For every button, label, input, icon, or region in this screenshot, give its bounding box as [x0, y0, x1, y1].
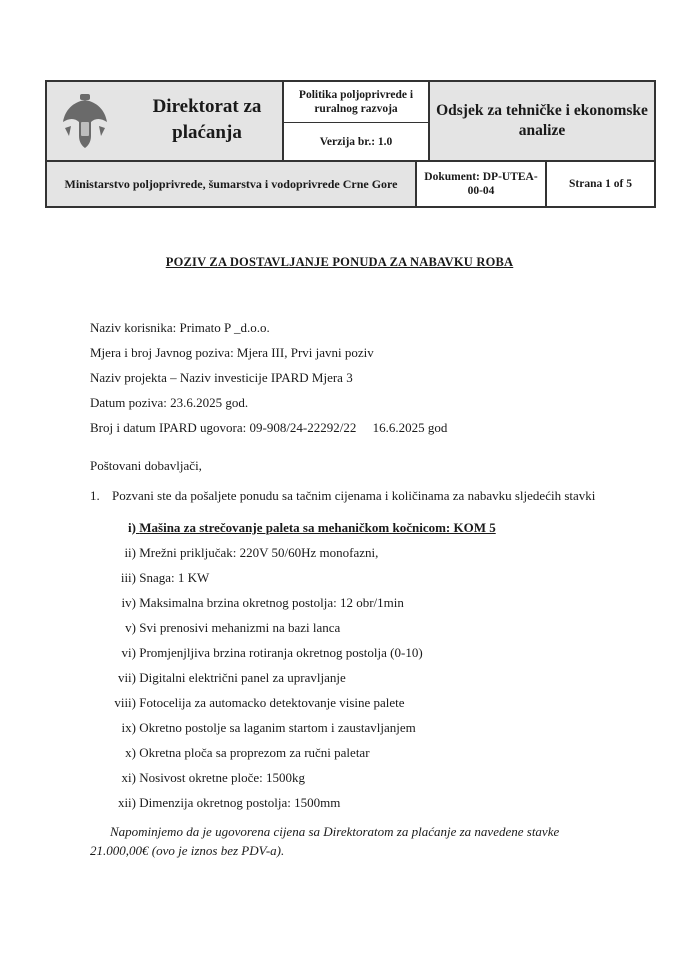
page-number-cell: Strana 1 of 5: [569, 178, 632, 190]
list-item: [102, 745, 370, 761]
intro-number: 1.: [90, 488, 100, 503]
list-item: [102, 545, 378, 561]
item-text: Fotocelija za automacko detektovanje visine palete: [139, 695, 405, 710]
ministry-cell: Ministarstvo poljoprivrede, šumarstva i vodoprivrede Crne Gore: [47, 162, 417, 206]
list-item: [92, 695, 405, 711]
item-text: Okretna ploča sa proprezom za ručni paletar: [139, 745, 370, 760]
measure-line: Mjera i broj Javnog poziva: Mjera III, Prvi javni poziv: [90, 345, 374, 360]
list-item: [102, 770, 305, 786]
intro-text: Pozvani ste da pošaljete ponudu sa tačnim cijenama i količinama za nabavku sljedećih stavki: [112, 488, 596, 503]
list-item: [102, 595, 404, 611]
list-item: [102, 620, 340, 636]
document-title: POZIV ZA DOSTAVLJANJE PONUDA ZA NABAVKU ROBA: [165, 255, 514, 269]
price-note: [90, 822, 625, 860]
item-number: v): [125, 620, 136, 635]
item-text: Mašina za strečovanje paleta sa mehaničkom kočnicom: KOM 5: [139, 520, 496, 535]
contract-line: Broj i datum IPARD ugovora: 09-908/24-22292/22 16.6.2025 god: [90, 420, 448, 435]
price-note-line2: 21.000,00€ (ovo je iznos bez PDV-a).: [90, 843, 285, 858]
item-number: xii): [117, 795, 136, 810]
document-code-cell: Dokument: DP-UTEA-00-04: [417, 162, 547, 206]
item-text: Nosivost okretne ploče: 1500kg: [139, 770, 305, 785]
item-text: Snaga: 1 KW: [139, 570, 210, 585]
item-number: vi): [121, 645, 136, 660]
item-number: ii): [124, 545, 136, 560]
item-number: iii): [120, 570, 136, 585]
list-item: [106, 520, 496, 536]
list-item: [102, 645, 423, 661]
project-line: Naziv projekta – Naziv investicije IPARD Mjera 3: [90, 370, 353, 385]
policy-cell: Politika poljoprivrede i ruralnog razvoja: [284, 82, 430, 123]
list-item: [98, 795, 340, 811]
item-number: ix): [121, 720, 136, 735]
list-item: [102, 570, 209, 586]
call-date: Datum poziva: 23.6.2025 god.: [90, 395, 249, 410]
price-note-line1: Napominjemo da je ugovorena cijena sa Direktoratom za plaćanje za navedene stavke: [110, 824, 560, 839]
item-text: Svi prenosivi mehanizmi na bazi lanca: [139, 620, 341, 635]
item-number: x): [125, 745, 136, 760]
item-number: viii): [114, 695, 136, 710]
version-cell: Verzija br.: 1.0: [284, 123, 430, 162]
salutation: Poštovani dobavljači,: [90, 458, 202, 473]
item-text: Promjenjljiva brzina rotiranja okretnog postolja (0-10): [139, 645, 423, 660]
coat-of-arms-icon: [59, 92, 111, 150]
list-item: [96, 670, 346, 686]
item-text: Okretno postolje sa laganim startom i zaustavljanjem: [139, 720, 416, 735]
department-cell: Odsjek za tehničke i ekonomske analize: [430, 82, 654, 162]
list-item: [102, 720, 416, 736]
item-text: Mrežni priključak: 220V 50/60Hz monofazni,: [139, 545, 379, 560]
item-number: i): [128, 520, 136, 535]
organization-cell: [47, 82, 284, 162]
intro-paragraph: [90, 488, 595, 504]
beneficiary-name: Naziv korisnika: Primato P _d.o.o.: [90, 320, 270, 335]
item-text: Maksimalna brzina okretnog postolja: 12 obr/1min: [139, 595, 404, 610]
item-number: iv): [121, 595, 136, 610]
document-header-table: [45, 80, 656, 208]
item-number: vii): [117, 670, 136, 685]
item-number: xi): [121, 770, 136, 785]
item-text: Dimenzija okretnog postolja: 1500mm: [139, 795, 341, 810]
item-text: Digitalni električni panel za upravljanje: [139, 670, 346, 685]
organization-name: Direktorat za plaćanja: [152, 96, 262, 143]
